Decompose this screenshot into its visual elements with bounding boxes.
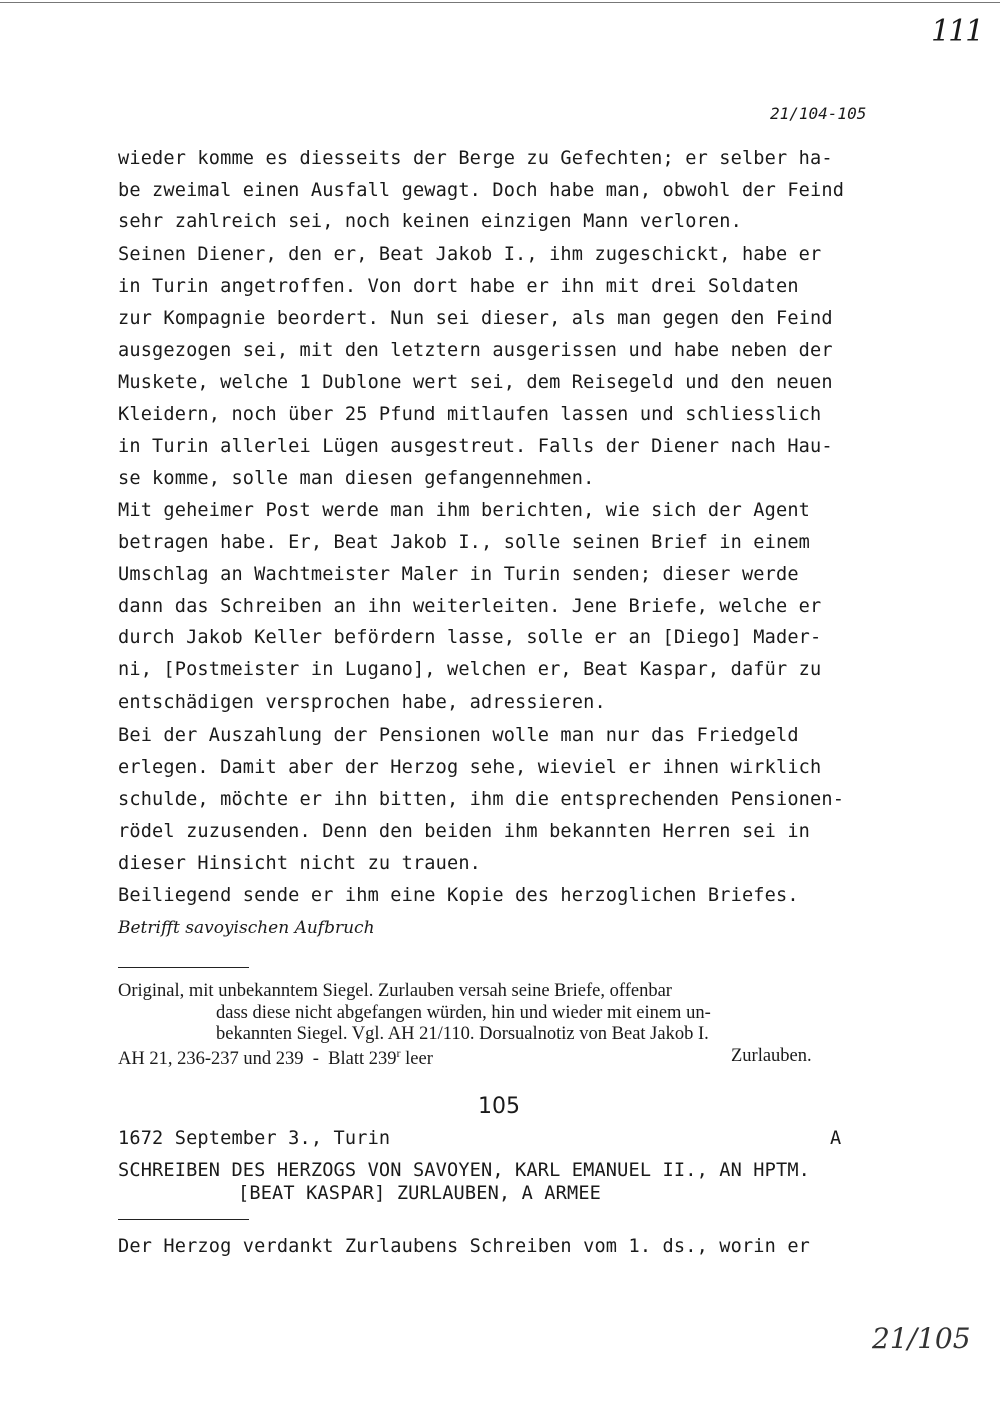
body-line: be zweimal einen Ausfall gewagt. Doch habe man, obwohl der Feind [118,180,845,201]
script-annotation: Betrifft savoyischen Aufbruch [118,918,375,938]
entry-date-place: 1672 September 3., Turin [118,1128,391,1149]
body-line: Seinen Diener, den er, Beat Jakob I., ihm zugeschickt, habe er [118,244,822,265]
footnote-leer: leer [400,1049,433,1070]
footnote-line: bekannten Siegel. Vgl. AH 21/110. Dorsualnotiz von Beat Jakob I. [216,1024,709,1044]
handwritten-page-number: 111 [931,14,983,49]
recto-mark: r [396,1046,401,1060]
body-line: rödel zuzusenden. Denn den beiden ihm bekannten Herren sei in [118,821,811,842]
footnote-line: dass diese nicht abgefangen würden, hin und wieder mit einem un- [216,1003,711,1023]
entry-title-continued: [BEAT KASPAR] ZURLAUBEN, A ARMEE [238,1183,602,1204]
body-line: zur Kompagnie beordert. Nun sei dieser, als man gegen den Feind [118,308,833,329]
entry-type-letter: A [830,1128,842,1149]
body-line: ausgezogen sei, mit den letztern ausgerissen und habe neben der [118,340,833,361]
body-line: Beiliegend sende er ihm eine Kopie des herzoglichen Briefes. [118,885,799,906]
body-line: ni, [Postmeister in Lugano], welchen er, Beat Kaspar, dafür zu [118,659,822,680]
body-line: wieder komme es diesseits der Berge zu Gefechten; er selber ha- [118,148,833,169]
body-line: dieser Hinsicht nicht zu trauen. [118,853,482,874]
footnote-source: AH 21, 236-237 und 239 - Blatt 239 [118,1049,397,1070]
entry-divider [118,1219,249,1220]
handwritten-reference: 21/105 [872,1322,971,1355]
body-line: durch Jakob Keller befördern lasse, solle er an [Diego] Mader- [118,627,822,648]
body-line: entschädigen versprochen habe, adressieren. [118,692,606,713]
scan-edge-line [0,2,1000,3]
body-line: Muskete, welche 1 Dublone wert sei, dem Reisegeld und den neuen [118,372,833,393]
footnote-line [118,1046,433,1070]
body-line: Kleidern, noch über 25 Pfund mitlaufen lassen und schliesslich [118,404,822,425]
body-line: sehr zahlreich sei, noch keinen einzigen Mann verloren. [118,211,742,232]
entry-number: 105 [478,1094,520,1119]
footnote-divider [118,967,249,968]
entry-title: SCHREIBEN DES HERZOGS VON SAVOYEN, KARL EMANUEL II., AN HPTM. [118,1160,811,1181]
body-line: in Turin allerlei Lügen ausgestreut. Falls der Diener nach Hau- [118,436,833,457]
body-line: erlegen. Damit aber der Herzog sehe, wieviel er ihnen wirklich [118,757,822,778]
entry-summary: Der Herzog verdankt Zurlaubens Schreiben vom 1. ds., worin er [118,1236,811,1257]
body-line: in Turin angetroffen. Von dort habe er ihn mit drei Soldaten [118,276,799,297]
body-line: betragen habe. Er, Beat Jakob I., solle seinen Brief in einem [118,532,811,553]
body-line: Mit geheimer Post werde man ihm berichten, wie sich der Agent [118,500,811,521]
footnote-signature: Zurlauben. [731,1046,812,1066]
body-line: se komme, solle man diesen gefangennehmen. [118,468,595,489]
body-line: dann das Schreiben an ihn weiterleiten. Jene Briefe, welche er [118,596,822,617]
body-line: Umschlag an Wachtmeister Maler in Turin senden; dieser werde [118,564,799,585]
body-line: schulde, möchte er ihn bitten, ihm die entsprechenden Pensionen- [118,789,845,810]
footnote-line: Original, mit unbekanntem Siegel. Zurlauben versah seine Briefe, offenbar [118,981,672,1001]
body-line: Bei der Auszahlung der Pensionen wolle man nur das Friedgeld [118,725,799,746]
archive-reference: 21/104-105 [770,104,867,123]
